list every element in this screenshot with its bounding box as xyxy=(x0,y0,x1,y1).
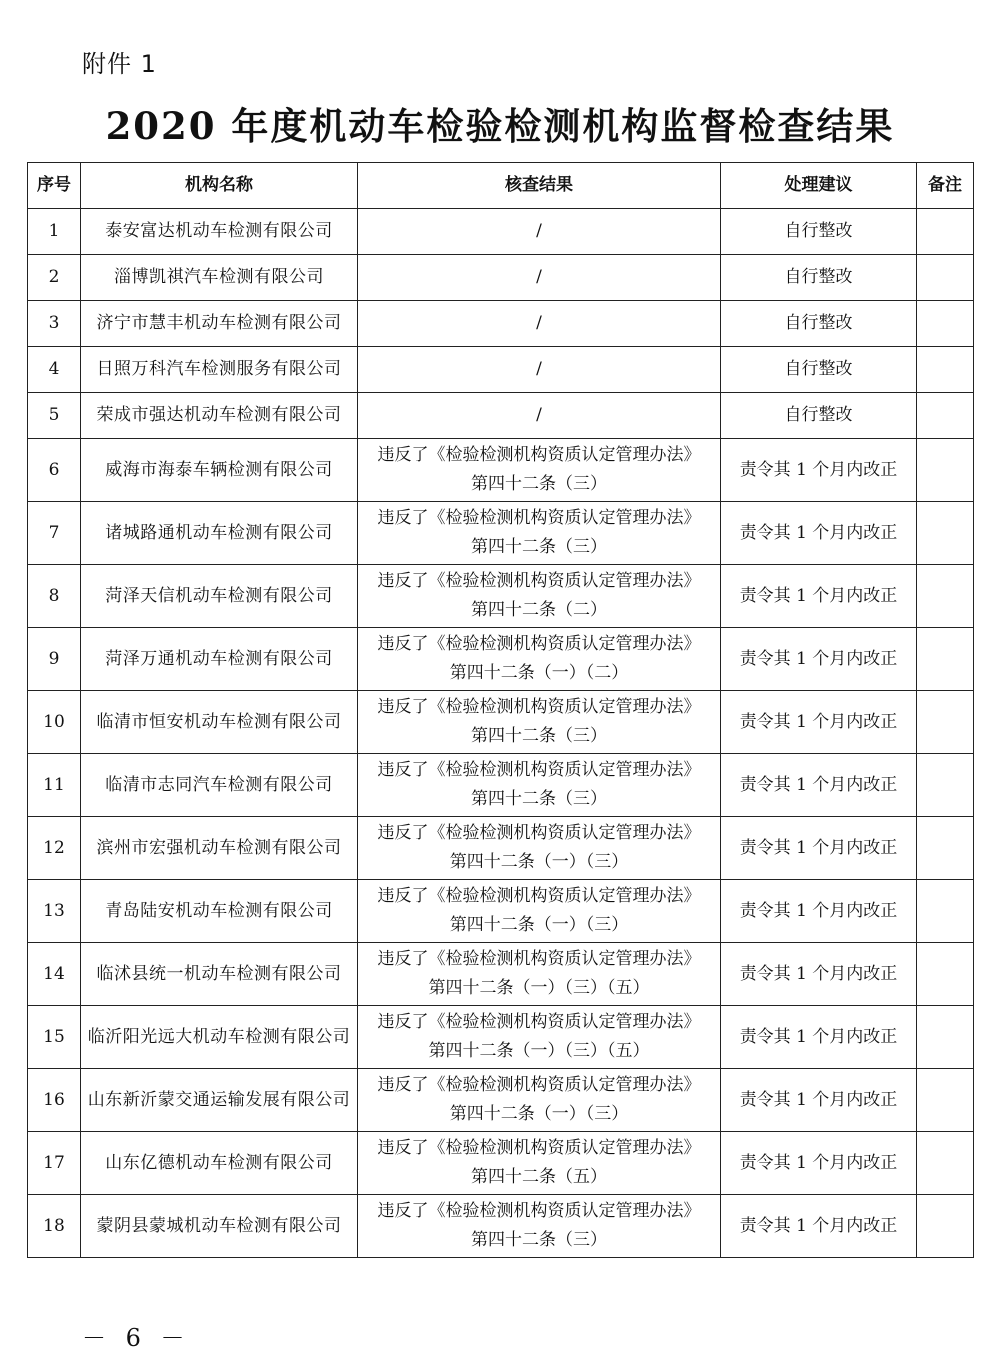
table-row xyxy=(28,347,974,393)
cell-serial: 13 xyxy=(28,880,81,943)
cell-result xyxy=(358,880,721,943)
table-row xyxy=(28,1006,974,1069)
attachment-label: 附件 1 xyxy=(82,50,157,78)
result-line: 违反了《检验检测机构资质认定管理办法》 xyxy=(377,1075,701,1095)
cell-serial: 17 xyxy=(28,1132,81,1195)
cell-advice: 责令其 1 个月内改正 xyxy=(721,943,917,1006)
cell-result xyxy=(358,502,721,565)
header-org-name: 机构名称 xyxy=(81,163,358,209)
table-row xyxy=(28,502,974,565)
result-line: 第四十二条（一）（二） xyxy=(449,663,629,683)
inspection-results-table xyxy=(27,162,974,1258)
result-line: / xyxy=(536,267,542,287)
result-line: 第四十二条（一）（三）（五） xyxy=(428,1041,650,1061)
cell-org-name: 威海市海泰车辆检测有限公司 xyxy=(81,439,358,502)
result-line: 违反了《检验检测机构资质认定管理办法》 xyxy=(377,445,701,465)
cell-advice: 自行整改 xyxy=(721,393,917,439)
cell-result xyxy=(358,439,721,502)
cell-note xyxy=(917,565,974,628)
cell-advice: 责令其 1 个月内改正 xyxy=(721,565,917,628)
result-line: 违反了《检验检测机构资质认定管理办法》 xyxy=(377,571,701,591)
cell-serial: 16 xyxy=(28,1069,81,1132)
table-row xyxy=(28,880,974,943)
cell-advice: 责令其 1 个月内改正 xyxy=(721,1195,917,1258)
table-row xyxy=(28,255,974,301)
result-line: 第四十二条（三） xyxy=(471,789,607,809)
result-line: 第四十二条（一）（三） xyxy=(449,852,629,872)
cell-note xyxy=(917,1132,974,1195)
table-row xyxy=(28,1195,974,1258)
result-line: 第四十二条（一）（三） xyxy=(449,915,629,935)
cell-note xyxy=(917,209,974,255)
cell-serial: 14 xyxy=(28,943,81,1006)
cell-org-name: 日照万科汽车检测服务有限公司 xyxy=(81,347,358,393)
cell-advice: 责令其 1 个月内改正 xyxy=(721,754,917,817)
cell-org-name: 山东亿德机动车检测有限公司 xyxy=(81,1132,358,1195)
cell-advice: 责令其 1 个月内改正 xyxy=(721,1132,917,1195)
cell-result xyxy=(358,1006,721,1069)
cell-result xyxy=(358,943,721,1006)
cell-note xyxy=(917,1195,974,1258)
cell-note xyxy=(917,439,974,502)
cell-result xyxy=(358,1069,721,1132)
cell-note xyxy=(917,880,974,943)
result-line: / xyxy=(536,405,542,425)
table-row xyxy=(28,439,974,502)
result-line: 违反了《检验检测机构资质认定管理办法》 xyxy=(377,886,701,906)
cell-advice: 责令其 1 个月内改正 xyxy=(721,502,917,565)
cell-org-name: 诸城路通机动车检测有限公司 xyxy=(81,502,358,565)
table-header-row xyxy=(28,163,974,209)
cell-org-name: 荣成市强达机动车检测有限公司 xyxy=(81,393,358,439)
cell-org-name: 泰安富达机动车检测有限公司 xyxy=(81,209,358,255)
result-line: 第四十二条（一）（三）（五） xyxy=(428,978,650,998)
result-line: 第四十二条（三） xyxy=(471,1230,607,1250)
cell-result xyxy=(358,565,721,628)
cell-result xyxy=(358,628,721,691)
cell-result xyxy=(358,209,721,255)
cell-org-name: 临清市志同汽车检测有限公司 xyxy=(81,754,358,817)
cell-note xyxy=(917,628,974,691)
cell-org-name: 济宁市慧丰机动车检测有限公司 xyxy=(81,301,358,347)
table-body xyxy=(28,209,974,1258)
header-serial: 序号 xyxy=(28,163,81,209)
cell-note xyxy=(917,347,974,393)
result-line: 第四十二条（五） xyxy=(471,1167,607,1187)
cell-result xyxy=(358,1195,721,1258)
cell-serial: 6 xyxy=(28,439,81,502)
cell-note xyxy=(917,943,974,1006)
result-line: / xyxy=(536,313,542,333)
cell-serial: 4 xyxy=(28,347,81,393)
header-result: 核查结果 xyxy=(358,163,721,209)
cell-note xyxy=(917,1069,974,1132)
cell-advice: 责令其 1 个月内改正 xyxy=(721,817,917,880)
cell-org-name: 临清市恒安机动车检测有限公司 xyxy=(81,691,358,754)
cell-org-name: 青岛陆安机动车检测有限公司 xyxy=(81,880,358,943)
table-row xyxy=(28,301,974,347)
cell-result xyxy=(358,347,721,393)
cell-serial: 1 xyxy=(28,209,81,255)
result-line: / xyxy=(536,221,542,241)
cell-note xyxy=(917,691,974,754)
result-line: 违反了《检验检测机构资质认定管理办法》 xyxy=(377,1201,701,1221)
result-line: 第四十二条（三） xyxy=(471,537,607,557)
cell-advice: 责令其 1 个月内改正 xyxy=(721,880,917,943)
cell-org-name: 临沂阳光远大机动车检测有限公司 xyxy=(81,1006,358,1069)
cell-note xyxy=(917,817,974,880)
result-line: / xyxy=(536,359,542,379)
cell-result xyxy=(358,301,721,347)
cell-org-name: 菏泽万通机动车检测有限公司 xyxy=(81,628,358,691)
result-line: 违反了《检验检测机构资质认定管理办法》 xyxy=(377,697,701,717)
cell-serial: 9 xyxy=(28,628,81,691)
result-line: 第四十二条（三） xyxy=(471,726,607,746)
cell-advice: 自行整改 xyxy=(721,347,917,393)
cell-advice: 自行整改 xyxy=(721,255,917,301)
result-line: 第四十二条（二） xyxy=(471,600,607,620)
table-row xyxy=(28,943,974,1006)
result-line: 第四十二条（一）（三） xyxy=(449,1104,629,1124)
cell-note xyxy=(917,301,974,347)
result-line: 违反了《检验检测机构资质认定管理办法》 xyxy=(377,760,701,780)
result-line: 违反了《检验检测机构资质认定管理办法》 xyxy=(377,634,701,654)
cell-serial: 7 xyxy=(28,502,81,565)
cell-serial: 18 xyxy=(28,1195,81,1258)
cell-serial: 5 xyxy=(28,393,81,439)
cell-org-name: 蒙阴县蒙城机动车检测有限公司 xyxy=(81,1195,358,1258)
result-line: 违反了《检验检测机构资质认定管理办法》 xyxy=(377,508,701,528)
table-row xyxy=(28,1069,974,1132)
page-number: － 6 － xyxy=(82,1324,191,1352)
cell-serial: 10 xyxy=(28,691,81,754)
cell-org-name: 滨州市宏强机动车检测有限公司 xyxy=(81,817,358,880)
cell-serial: 8 xyxy=(28,565,81,628)
cell-note xyxy=(917,1006,974,1069)
header-advice: 处理建议 xyxy=(721,163,917,209)
cell-org-name: 淄博凯祺汽车检测有限公司 xyxy=(81,255,358,301)
cell-advice: 自行整改 xyxy=(721,209,917,255)
result-line: 违反了《检验检测机构资质认定管理办法》 xyxy=(377,1138,701,1158)
cell-advice: 自行整改 xyxy=(721,301,917,347)
cell-result xyxy=(358,754,721,817)
cell-org-name: 菏泽天信机动车检测有限公司 xyxy=(81,565,358,628)
cell-result xyxy=(358,393,721,439)
cell-org-name: 临沭县统一机动车检测有限公司 xyxy=(81,943,358,1006)
cell-note xyxy=(917,502,974,565)
cell-org-name: 山东新沂蒙交通运输发展有限公司 xyxy=(81,1069,358,1132)
table-row xyxy=(28,1132,974,1195)
cell-advice: 责令其 1 个月内改正 xyxy=(721,439,917,502)
table-row xyxy=(28,565,974,628)
table-row xyxy=(28,209,974,255)
cell-serial: 11 xyxy=(28,754,81,817)
result-line: 违反了《检验检测机构资质认定管理办法》 xyxy=(377,949,701,969)
cell-result xyxy=(358,255,721,301)
table-row xyxy=(28,628,974,691)
cell-note xyxy=(917,393,974,439)
cell-advice: 责令其 1 个月内改正 xyxy=(721,1006,917,1069)
cell-advice: 责令其 1 个月内改正 xyxy=(721,628,917,691)
cell-note xyxy=(917,255,974,301)
table-row xyxy=(28,393,974,439)
table-row xyxy=(28,817,974,880)
table-row xyxy=(28,754,974,817)
result-line: 违反了《检验检测机构资质认定管理办法》 xyxy=(377,1012,701,1032)
result-line: 第四十二条（三） xyxy=(471,474,607,494)
cell-serial: 12 xyxy=(28,817,81,880)
cell-serial: 15 xyxy=(28,1006,81,1069)
document-title: 2020 年度机动车检验检测机构监督检查结果 xyxy=(105,104,895,148)
cell-serial: 3 xyxy=(28,301,81,347)
cell-serial: 2 xyxy=(28,255,81,301)
cell-result xyxy=(358,817,721,880)
cell-advice: 责令其 1 个月内改正 xyxy=(721,1069,917,1132)
result-line: 违反了《检验检测机构资质认定管理办法》 xyxy=(377,823,701,843)
cell-result xyxy=(358,691,721,754)
cell-note xyxy=(917,754,974,817)
cell-advice: 责令其 1 个月内改正 xyxy=(721,691,917,754)
table-row xyxy=(28,691,974,754)
header-note: 备注 xyxy=(917,163,974,209)
cell-result xyxy=(358,1132,721,1195)
